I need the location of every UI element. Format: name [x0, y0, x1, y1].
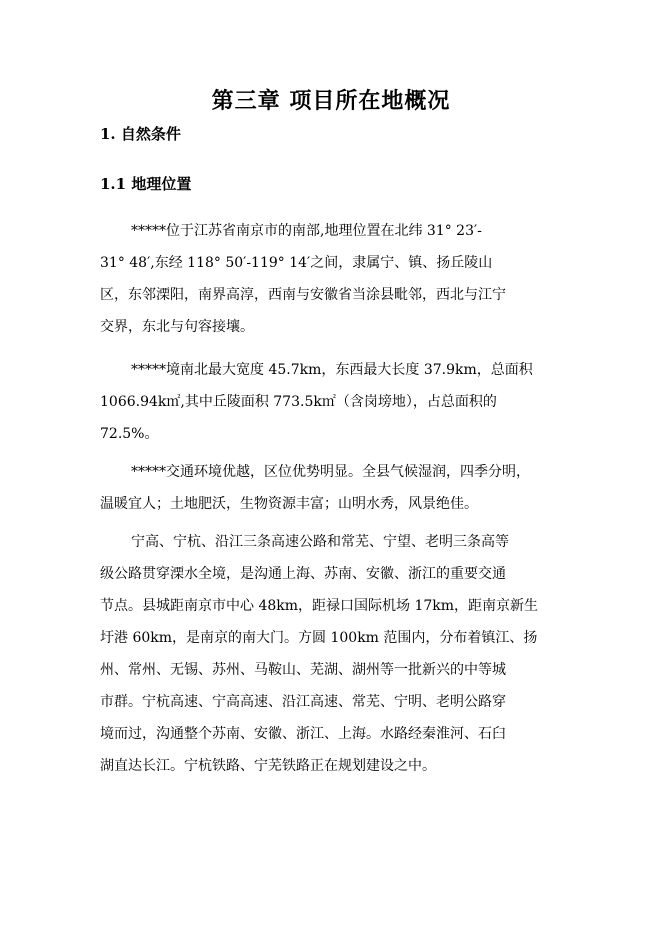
paragraph-environment [100, 456, 560, 520]
text-line: 湖直达长江。宁杭铁路、宁芜铁路正在规划建设之中。 [100, 758, 436, 774]
text-line: 1066.94k㎡,其中丘陵面积 773.5k㎡（含岗塝地），占总面积的 [100, 394, 497, 410]
paragraph-transportation [100, 526, 560, 782]
text-line: 级公路贯穿溧水全境，是沟通上海、苏南、安徽、浙江的重要交通 [100, 566, 506, 582]
text-line: *****位于江苏省南京市的南部,地理位置在北纬 31° 23′- [131, 223, 482, 239]
chapter-title: 第三章 项目所在地概况 [211, 88, 451, 114]
text-line: *****交通环境优越，区位优势明显。全县气候湿润，四季分明， [131, 464, 530, 480]
text-line: 节点。县城距南京市中心 48km，距禄口国际机场 17km，距南京新生 [100, 598, 539, 614]
text-line: 31° 48′,东经 118° 50′-119° 14′之间，隶属宁、镇、扬丘陵山 [100, 255, 493, 271]
paragraph-area [100, 354, 560, 450]
section-heading-natural-conditions: 1. 自然条件 [100, 125, 181, 143]
text-line: 州、常州、无锡、苏州、马鞍山、芜湖、湖州等一批新兴的中等城 [100, 662, 506, 678]
section-heading-geographic-location: 1.1 地理位置 [100, 175, 192, 193]
paragraph-location [100, 215, 560, 343]
text-line: 72.5%。 [100, 426, 159, 442]
text-line: 温暖宜人；土地肥沃，生物资源丰富；山明水秀，风景绝佳。 [100, 496, 478, 512]
text-line: 区，东邻溧阳，南界高淳，西南与安徽省当涂县毗邻，西北与江宁 [100, 287, 506, 303]
text-line: 圩港 60km，是南京的南大门。方圆 100km 范围内，分布着镇江、扬 [100, 630, 538, 646]
text-line: 宁高、宁杭、沿江三条高速公路和常芜、宁望、老明三条高等 [131, 534, 509, 550]
text-line: *****境南北最大宽度 45.7km，东西最大长度 37.9km，总面积 [131, 362, 533, 378]
text-line: 交界，东北与句容接壤。 [100, 319, 254, 335]
text-line: 市群。宁杭高速、宁高高速、沿江高速、常芜、宁明、老明公路穿 [100, 694, 506, 710]
text-line: 境而过，沟通整个苏南、安徽、浙江、上海。水路经秦淮河、石臼 [100, 726, 506, 742]
